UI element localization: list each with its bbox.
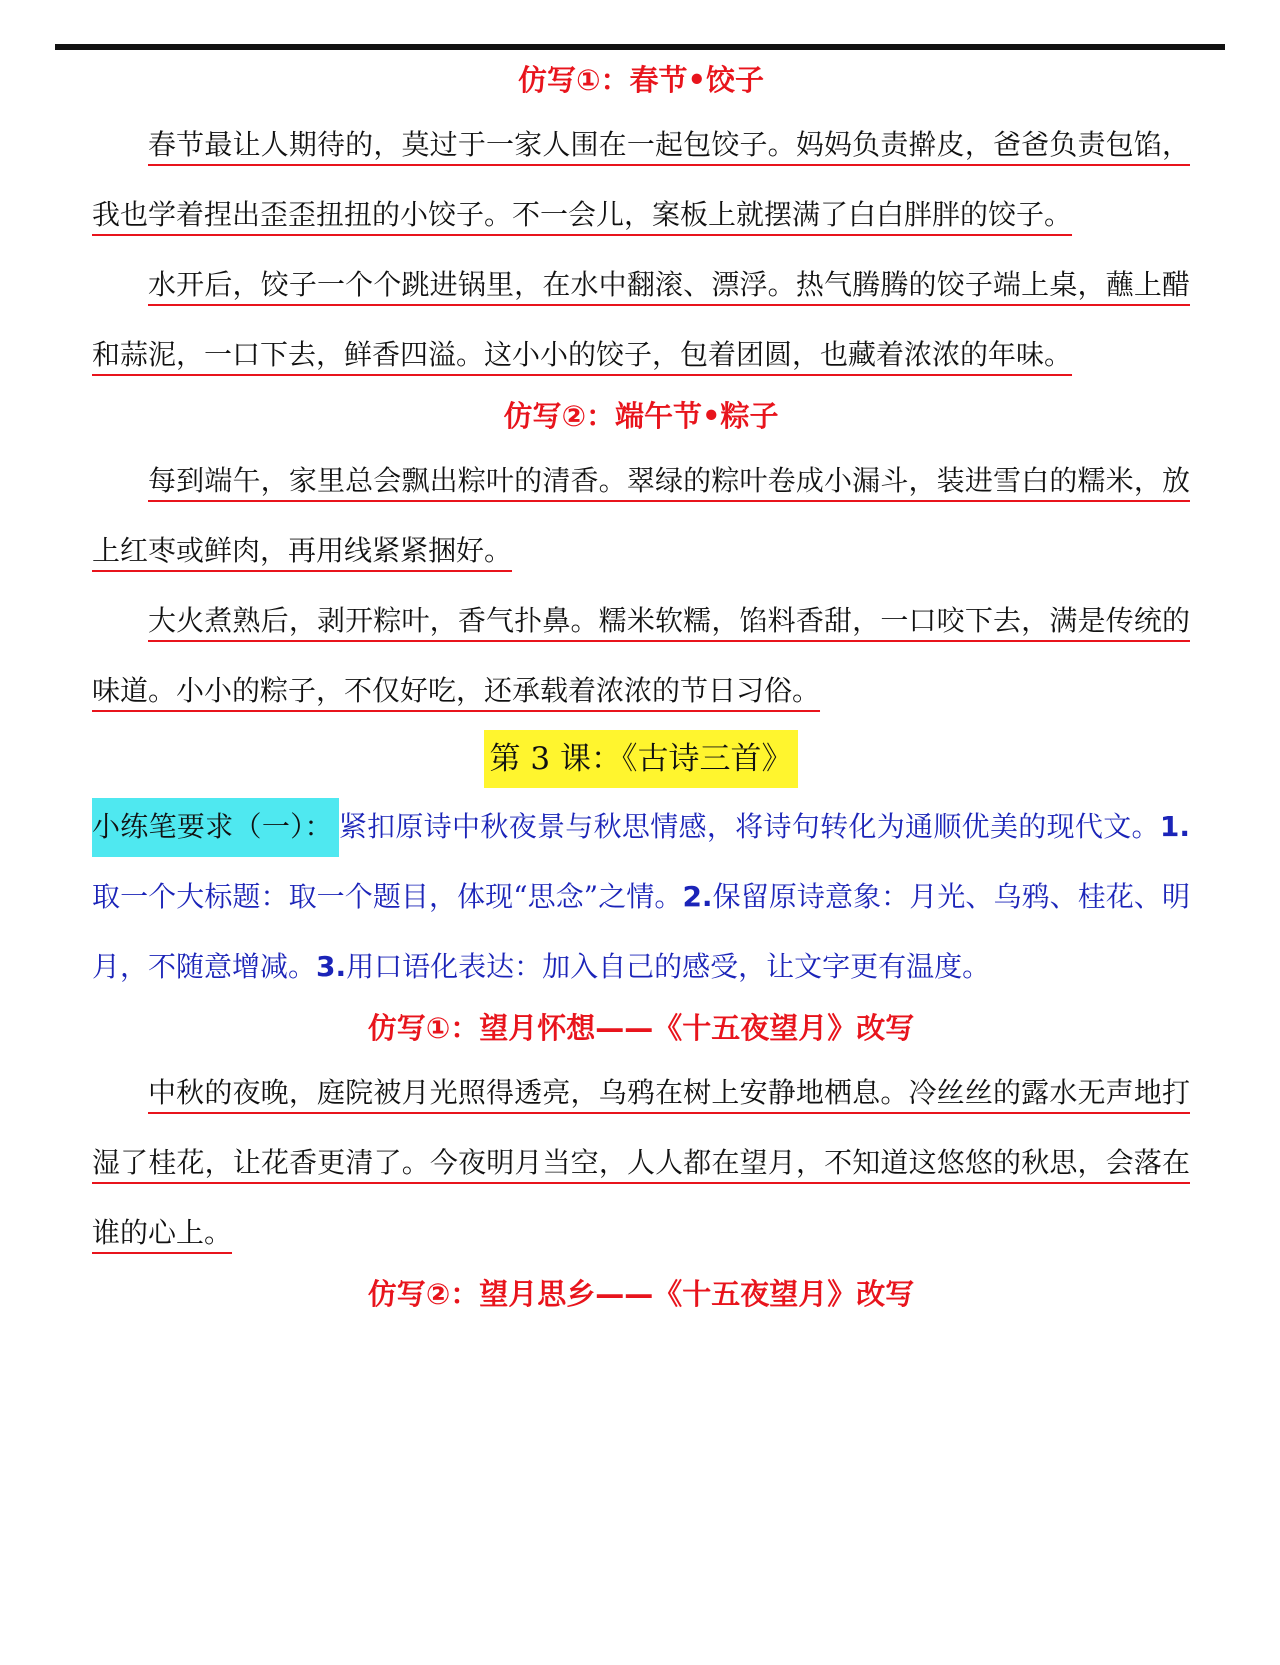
requirement-item: 保留原诗意象：月光、乌鸦、桂花、明月，不随意增减。 xyxy=(92,880,1190,983)
paragraph-text: 水开后，饺子一个个跳进锅里，在水中翻滚、漂浮。热气腾腾的饺子端上桌，蘸上醋和蒜泥，一口下去，鲜香四溢。这小小的饺子，包着团圆，也藏着浓浓的年味。 xyxy=(92,268,1190,371)
lesson-title-wrap xyxy=(92,730,1190,792)
section-heading-moon-thoughts: 仿写①：望月怀想——《十五夜望月》改写 xyxy=(367,1011,915,1045)
requirement-item: 取一个大标题：取一个题目，体现“思念”之情。 xyxy=(92,880,683,913)
requirement-number: 2. xyxy=(682,880,713,913)
section-heading-spring-festival: 仿写①：春节•饺子 xyxy=(517,63,765,97)
paragraph-text: 春节最让人期待的，莫过于一家人围在一起包饺子。妈妈负责擀皮，爸爸负责包馅，我也学着捏出歪歪扭扭的小饺子。不一会儿，案板上就摆满了白白胖胖的饺子。 xyxy=(92,128,1190,231)
requirement-number: 3. xyxy=(316,950,347,983)
writing-requirement xyxy=(92,792,1190,1002)
section-heading-dragon-boat: 仿写②：端午节•粽子 xyxy=(503,399,779,433)
top-rule xyxy=(55,44,1225,50)
paragraph xyxy=(92,110,1190,250)
paragraph-text: 每到端午，家里总会飘出粽叶的清香。翠绿的粽叶卷成小漏斗，装进雪白的糯米，放上红枣或鲜肉，再用线紧紧捆好。 xyxy=(92,464,1190,567)
requirement-label: 小练笔要求（一）： xyxy=(92,798,339,857)
section-heading-moon-homesick: 仿写②：望月思乡——《十五夜望月》改写 xyxy=(367,1277,915,1311)
lesson-title: 第 3 课：《古诗三首》 xyxy=(484,730,799,788)
requirement-item: 用口语化表达：加入自己的感受，让文字更有温度。 xyxy=(346,950,991,983)
document-page xyxy=(92,60,1190,1324)
paragraph-text: 中秋的夜晚，庭院被月光照得透亮，乌鸦在树上安静地栖息。冷丝丝的露水无声地打湿了桂花，让花香更清了。今夜明月当空，人人都在望月，不知道这悠悠的秋思，会落在谁的心上。 xyxy=(92,1076,1190,1249)
requirement-number: 1. xyxy=(1159,810,1190,843)
paragraph xyxy=(92,250,1190,390)
requirement-intro: 紧扣原诗中秋夜景与秋思情感，将诗句转化为通顺优美的现代文。 xyxy=(338,810,1160,843)
paragraph xyxy=(92,446,1190,586)
paragraph xyxy=(92,586,1190,726)
paragraph xyxy=(92,1058,1190,1268)
paragraph-text: 大火煮熟后，剥开粽叶，香气扑鼻。糯米软糯，馅料香甜，一口咬下去，满是传统的味道。小小的粽子，不仅好吃，还承载着浓浓的节日习俗。 xyxy=(92,604,1190,707)
